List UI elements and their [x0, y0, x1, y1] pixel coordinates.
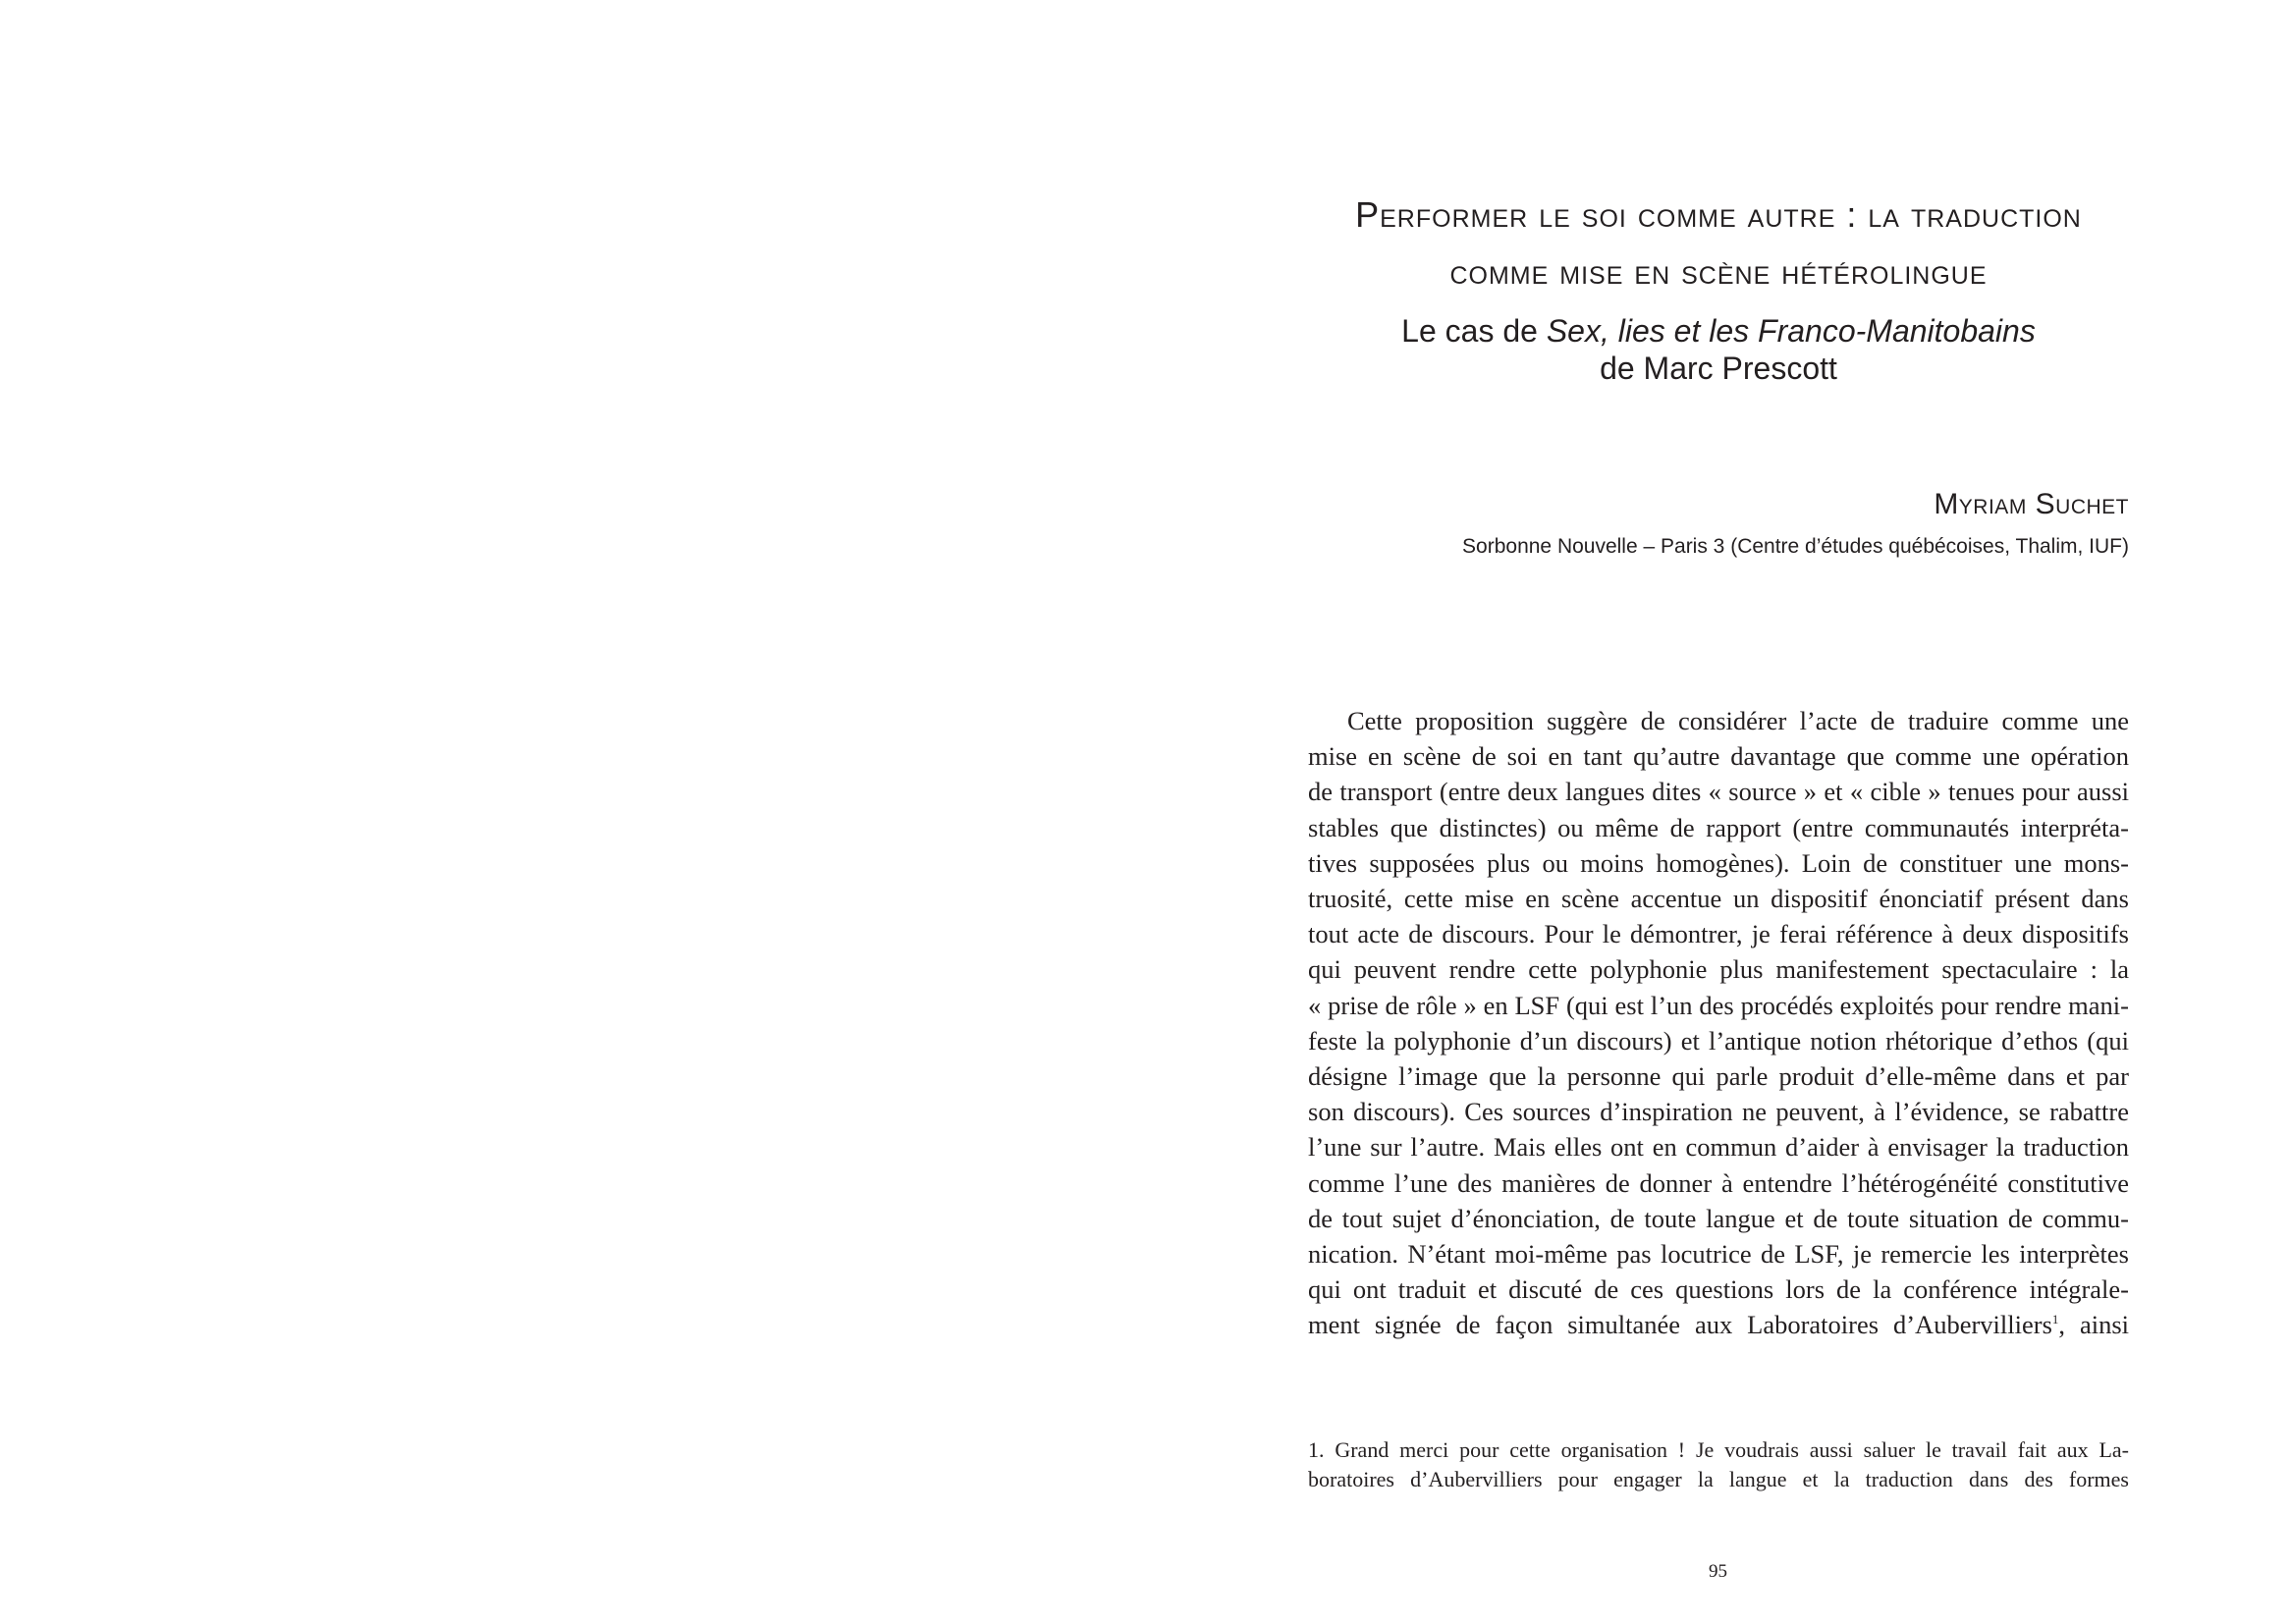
body-line: stables que distinctes) ou même de rapport (entre communautés interpréta- — [1308, 812, 2129, 842]
body-line: comme l’une des manières de donner à entendre l’hétérogénéité constitutive — [1308, 1167, 2129, 1198]
subtitle-prefix: Le cas de — [1401, 313, 1547, 349]
article-subtitle — [1296, 312, 2141, 387]
body-line: « prise de rôle » en LSF (qui est l’un des procédés exploités pour rendre mani- — [1308, 990, 2129, 1020]
body-line: mise en scène de soi en tant qu’autre davantage que comme une opération — [1308, 741, 2129, 772]
footnote-line: boratoires d’Aubervilliers pour engager la langue et la traduction dans des formes — [1308, 1467, 2129, 1491]
body-line: tout acte de discours. Pour le démontrer, je ferai référence à deux dispositifs — [1308, 919, 2129, 949]
work-title-part-1: Sex, — [1546, 313, 1609, 349]
work-title-part-2: lies et les Franco-Manitobains — [1608, 313, 2036, 349]
body-line: truosité, cette mise en scène accentue un dispositif énonciatif présent dans — [1308, 884, 2129, 914]
footnote — [1308, 1435, 2129, 1494]
body-line: feste la polyphonie d’un discours) et l’antique notion rhétorique d’ethos (qui — [1308, 1025, 2129, 1056]
page-number: 95 — [1709, 1561, 1727, 1582]
left-page-blank — [0, 0, 1144, 1624]
body-line: de tout sujet d’énonciation, de toute langue et de toute situation de commu- — [1308, 1203, 2129, 1233]
article-title-line-2: comme mise en scène hétérolingue — [1449, 251, 1988, 292]
body-line-suffix: , ainsi — [2058, 1310, 2129, 1340]
body-line: Cette proposition suggère de considérer l’acte de traduire comme une — [1347, 706, 2129, 735]
body-line: de transport (entre deux langues dites « source » et « cible » tenues pour aussi — [1308, 777, 2129, 807]
article-title-line-1: Performer le soi comme autre : la traduction — [1355, 194, 2082, 235]
body-line: son discours). Ces sources d’inspiration ne peuvent, à l’évidence, se rabattre — [1308, 1097, 2129, 1127]
footnote-reference[interactable]: 1 — [2051, 1312, 2059, 1327]
author-name: Myriam Suchet — [1934, 488, 2129, 520]
body-line-text: ment signée de façon simultanée aux Laboratoires d’Aubervilliers — [1308, 1310, 2052, 1340]
body-line: tives supposées plus ou moins homogènes). Loin de constituer une mons- — [1308, 847, 2129, 878]
body-line: qui peuvent rendre cette polyphonie plus manifestement spectaculaire : la — [1308, 954, 2129, 985]
article-title — [1296, 187, 2141, 300]
author-affiliation: Sorbonne Nouvelle – Paris 3 (Centre d’études québécoises, Thalim, IUF) — [1462, 535, 2129, 558]
subtitle-line-2: de Marc Prescott — [1600, 351, 1837, 386]
body-line: nication. N’étant moi-même pas locutrice de LSF, je remercie les interprètes — [1308, 1239, 2129, 1270]
footnote-line: 1. Grand merci pour cette organisation ! Je voudrais aussi saluer le travail fait aux La- — [1308, 1437, 2129, 1462]
body-line-last — [1308, 1307, 2129, 1342]
body-line: qui ont traduit et discuté de ces questions lors de la conférence intégrale- — [1308, 1274, 2129, 1305]
body-line: l’une sur l’autre. Mais elles ont en commun d’aider à envisager la traduction — [1308, 1132, 2129, 1163]
body-line: désigne l’image que la personne qui parle produit d’elle-même dans et par — [1308, 1061, 2129, 1092]
body-paragraph — [1308, 703, 2129, 1343]
